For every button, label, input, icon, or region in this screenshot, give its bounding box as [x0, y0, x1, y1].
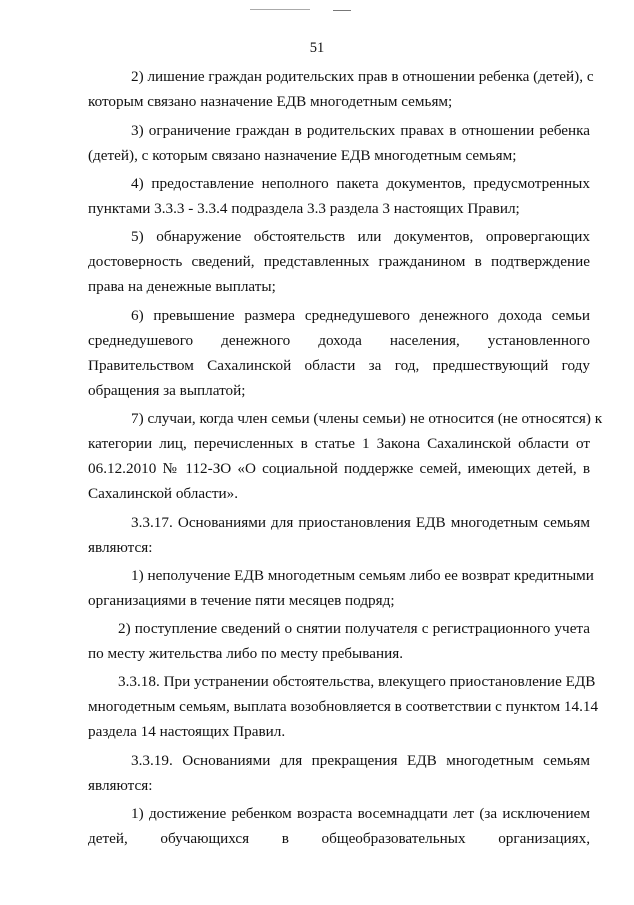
text-line: 2) лишение граждан родительских прав в отношении ребенка (детей), с: [131, 68, 594, 85]
text-line: 6) превышение размера среднедушевого денежного дохода семьи: [131, 307, 590, 324]
text-line: 06.12.2010 № 112-ЗО «О социальной поддержке семей, имеющих детей, в: [88, 460, 590, 477]
text-line: категории лиц, перечисленных в статье 1 Закона Сахалинской области от: [88, 435, 590, 452]
text-line: (детей), с которым связано назначение ЕДВ многодетным семьям;: [88, 147, 517, 164]
text-line: раздела 14 настоящих Правил.: [88, 723, 286, 740]
text-line: 3.3.19. Основаниями для прекращения ЕДВ многодетным семьям: [131, 752, 590, 769]
text-line: пунктами 3.3.3 - 3.3.4 подраздела 3.3 раздела 3 настоящих Правил;: [88, 200, 520, 217]
text-line: 3) ограничение граждан в родительских правах в отношении ребенка: [131, 122, 590, 139]
text-line: 3.3.17. Основаниями для приостановления ЕДВ многодетным семьям: [131, 514, 590, 531]
text-line: 2) поступление сведений о снятии получателя с регистрационного учета: [118, 620, 590, 637]
text-line: достоверность сведений, представленных гражданином в подтверждение: [88, 253, 590, 270]
text-line: 1) достижение ребенком возраста восемнадцати лет (за исключением: [131, 805, 590, 822]
page-number: 51: [309, 40, 325, 56]
text-line: являются:: [88, 777, 153, 794]
text-line: 4) предоставление неполного пакета документов, предусмотренных: [131, 175, 590, 192]
scan-artifact: [250, 9, 310, 10]
text-line: среднедушевого денежного дохода населения, установленного: [88, 332, 590, 349]
text-line: являются:: [88, 539, 153, 556]
text-line: Сахалинской области».: [88, 485, 238, 502]
text-line: 5) обнаружение обстоятельств или документов, опровергающих: [131, 228, 590, 245]
text-line: 1) неполучение ЕДВ многодетным семьям либо ее возврат кредитными: [131, 567, 594, 584]
text-line: права на денежные выплаты;: [88, 278, 276, 295]
text-line: многодетным семьям, выплата возобновляется в соответствии с пунктом 14.14: [88, 698, 599, 715]
text-line: Правительством Сахалинской области за год, предшествующий году: [88, 357, 590, 374]
text-line: 7) случаи, когда член семьи (члены семьи) не относится (не относятся) к: [131, 410, 603, 427]
text-line: которым связано назначение ЕДВ многодетным семьям;: [88, 93, 453, 110]
text-line: организациями в течение пяти месяцев подряд;: [88, 592, 395, 609]
text-line: 3.3.18. При устранении обстоятельства, влекущего приостановление ЕДВ: [118, 673, 596, 690]
text-line: детей, обучающихся в общеобразовательных организациях,: [88, 830, 590, 847]
scan-artifact: [333, 10, 351, 11]
text-line: по месту жительства либо по месту пребывания.: [88, 645, 403, 662]
text-line: обращения за выплатой;: [88, 382, 246, 399]
